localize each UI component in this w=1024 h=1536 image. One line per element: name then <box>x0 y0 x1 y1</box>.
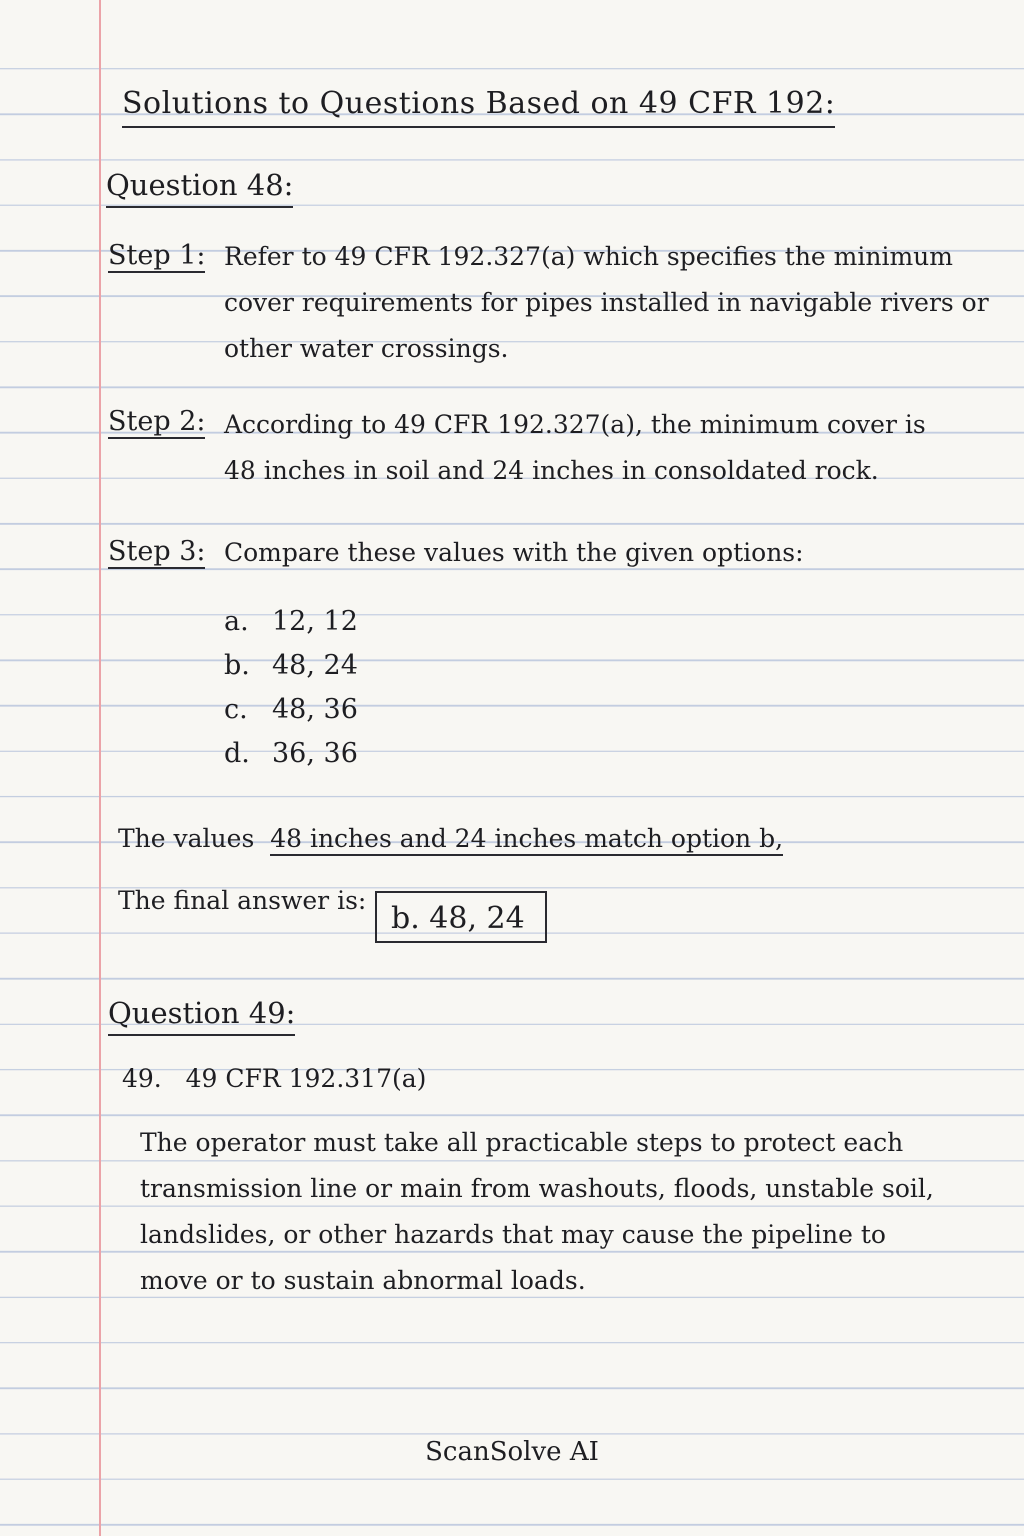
question-49-line: transmission line or main from washouts, floods, unstable soil, <box>140 1174 934 1203</box>
match-highlight: 48 inches and 24 inches match option b, <box>270 824 783 856</box>
option-letter: b. <box>224 650 250 681</box>
step-2-line: According to 49 CFR 192.327(a), the minimum cover is <box>224 410 926 439</box>
option-b <box>224 644 358 688</box>
step-1-line: other water crossings. <box>224 334 509 363</box>
final-answer-label: The final answer is: <box>118 886 367 915</box>
question-49-heading: Question 49: <box>108 994 295 1036</box>
step-3-label-text: Step 3: <box>108 536 206 567</box>
option-letter: a. <box>224 606 249 637</box>
final-answer-box: b. 48, 24 <box>375 891 547 943</box>
step-1-text <box>224 234 989 372</box>
question-49-line: landslides, or other hazards that may cause the pipeline to <box>140 1220 886 1249</box>
notebook-margin-line <box>99 0 101 1536</box>
option-value: 48, 24 <box>272 650 358 681</box>
question-49-citation-line <box>122 1056 426 1102</box>
option-c <box>224 688 358 732</box>
step-1-label <box>108 238 205 274</box>
step-2-label <box>108 404 205 440</box>
option-d <box>224 732 358 776</box>
option-value: 36, 36 <box>272 738 358 769</box>
step-2-text <box>224 402 926 494</box>
footer-brand: ScanSolve AI <box>425 1437 599 1467</box>
option-letter: c. <box>224 694 248 725</box>
step-2-label-text: Step 2: <box>108 406 206 437</box>
question-49-number: 49. <box>122 1064 162 1093</box>
question-49-citation: 49 CFR 192.317(a) <box>185 1064 427 1093</box>
page-title: Solutions to Questions Based on 49 CFR 192: <box>122 84 835 128</box>
step-1-label-text: Step 1: <box>108 240 206 271</box>
question-49-line: move or to sustain abnormal loads. <box>140 1266 586 1295</box>
match-prefix: The values <box>118 824 255 853</box>
step-2-line: 48 inches in soil and 24 inches in consoldated rock. <box>224 456 879 485</box>
question-48-heading: Question 48: <box>106 166 293 208</box>
question-49-line: The operator must take all practicable steps to protect each <box>140 1128 904 1157</box>
option-letter: d. <box>224 738 250 769</box>
step-1-line: cover requirements for pipes installed in navigable rivers or <box>224 288 989 317</box>
match-sentence <box>118 816 783 862</box>
step-3-label <box>108 534 205 570</box>
option-value: 48, 36 <box>272 694 358 725</box>
option-value: 12, 12 <box>272 606 358 637</box>
options-list <box>224 600 358 776</box>
option-a <box>224 600 358 644</box>
step-3-line: Compare these values with the given options: <box>224 538 804 567</box>
question-49-text <box>140 1120 934 1304</box>
step-1-line: Refer to 49 CFR 192.327(a) which specifies the minimum <box>224 242 953 271</box>
step-3-text <box>224 530 804 576</box>
